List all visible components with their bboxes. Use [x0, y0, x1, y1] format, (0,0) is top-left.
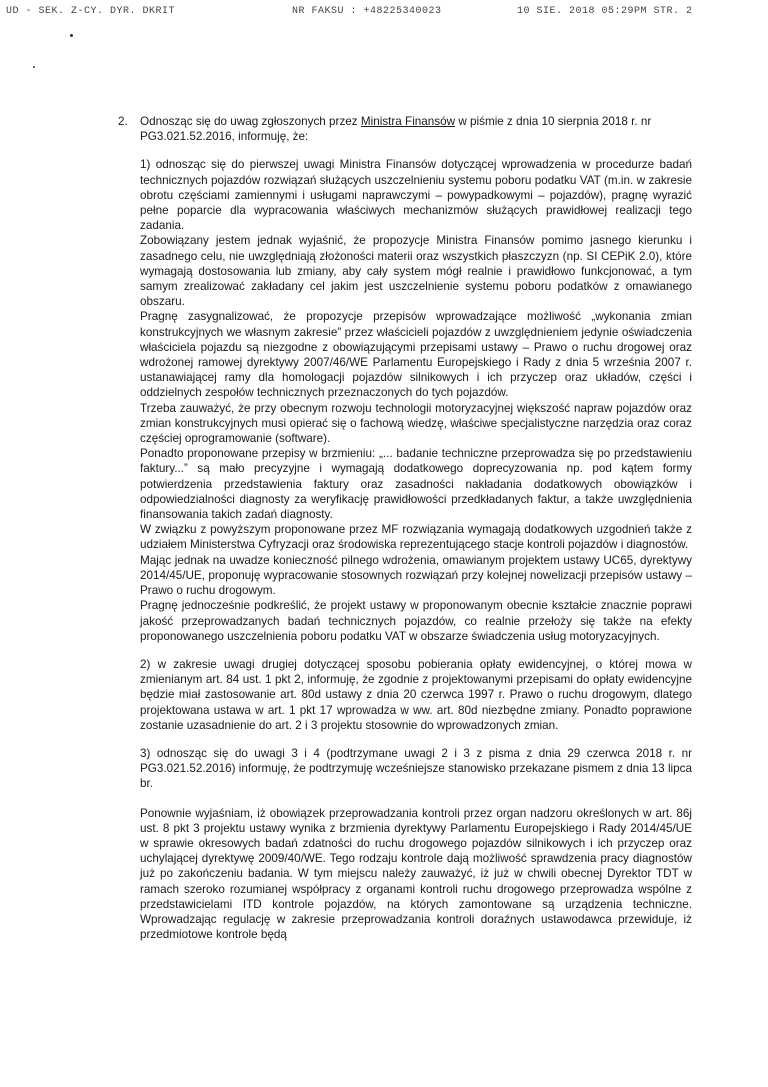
point-number: 2.: [118, 115, 128, 128]
paragraph: W związku z powyższym proponowane przez MF rozwiązania wymagają dodatkowych uzgodnień także z udziałem Ministerstwa Cyfryzacji oraz środowiska reprezentującego stacje kontroli pojazdów i diagnostów.: [140, 523, 692, 552]
point-2-lead: Odnosząc się do uwag zgłoszonych przez Ministra Finansów w piśmie z dnia 10 sierpnia 2018 r. nr PG3.021.52.2016, informuję, że:: [140, 115, 652, 144]
paragraph: Ponownie wyjaśniam, iż obowiązek przeprowadzania kontroli przez organ nadzoru określonych w art. 86j ust. 8 pkt 3 projektu ustawy wynika z brzmienia dyrektywy Parlamentu Europejskiego i Rady 2014/45/UE w sprawie okresowych badań zdatności do ruchu drogowego pojazdów silnikowych i ich przyczep oraz uchylającej dyrektywę 2009/40/WE. Tego rodzaju kontrole dają możliwość sprawdzenia pracy diagnostów już po zakończeniu badania. W tym miejscu należy zauważyć, iż już w chwili obecnej Dyrektor TDT w ramach szeroko rozumianej współpracy z organami kontroli ruchu drogowego przeprowadza wspólne z przedstawicielami ITD kontrole pojazdów, na których zamontowane są urządzenia techniczne. Wprowadzając regulację w zakresie przeprowadzania kontroli doraźnych ustawodawca przewiduje, iż przedmiotowe kontrole będą: [140, 806, 692, 942]
paragraph: Pragnę jednocześnie podkreślić, że projekt ustawy w proponowanym obecnie kształcie znacznie poprawi jakość przeprowadzanych badań technicznych pojazdów, co realnie przełoży się także na efekty proponowanego uszczelnienia poboru podatku VAT w obszarze świadczenia usług motoryzacyjnych.: [140, 599, 692, 643]
scan-speck: [33, 66, 35, 68]
point-2-paragraphs: [140, 157, 692, 942]
paragraph-remark-2: 2) w zakresie uwagi drugiej dotyczącej sposobu pobierania opłaty ewidencyjnej, o której mowa w zmienianym art. 84 ust. 1 pkt 2, informuję, że zgodnie z projektowanymi przepisami do opłaty ewidencyjne będzie miał zastosowanie art. 80d ustawy z dnia 20 czerwca 1997 r. Prawo o ruchu drogowym, dlatego projektowana ustawa w art. 1 pkt 17 wprowadza w ww. art. 80d niezbędne zmiany. Ponadto poprawione zostanie uzasadnienie do art. 2 i 3 projektu stosownie do wprowadzonych zmian.: [140, 657, 692, 732]
fax-header-number: NR FAKSU : +48225340023: [292, 6, 442, 17]
paragraph: Mając jednak na uwadze konieczność pilnego wdrożenia, omawianym projektem ustawy UC65, dyrektywy 2014/45/UE, proponuję wypracowanie stosownych rozwiązań przy kolejnej nowelizacji przepisów ustawy – Prawo o ruchu drogowym.: [140, 553, 692, 598]
letter-body: [118, 114, 692, 942]
point-2: [118, 114, 692, 144]
fax-header: [0, 2, 768, 22]
paragraph: Trzeba zauważyć, że przy obecnym rozwoju technologii motoryzacyjnej większość napraw pojazdów oraz zmian konstrukcyjnych musi opierać się o fachową wiedzę, właściwe specjalistyczne narzędzia oraz coraz częściej oprogramowanie (software).: [140, 401, 692, 446]
paragraph-remark-1: 1) odnosząc się do pierwszej uwagi Ministra Finansów dotyczącej wprowadzenia w procedurze badań technicznych pojazdów rozwiązań służących uszczelnieniu systemu poboru podatku VAT (m.in. w zakresie obrotu częściami zamiennymi i usługami naprawczymi – powypadkowymi – pojazdów), pragnę wyrazić pełne poparcie dla wypracowania właściwych mechanizmów służących prawidłowej realizacji tego zadania.: [140, 158, 692, 233]
point-2-content: [140, 114, 692, 144]
paragraph: Ponadto proponowane przepisy w brzmieniu: „... badanie techniczne przeprowadza się po przedstawieniu faktury...” są mało precyzyjne i wymagają dodatkowego doprecyzowania np. pod kątem formy potwierdzenia przedstawienia faktury oraz zasadności nakładania dodatkowych obowiązków i odpowiedzialności diagnosty za weryfikację prawidłowości przedkładanych faktur, a także uwzględnienia finansowania takich zadań diagnosty.: [140, 447, 692, 522]
ministry-name: Ministra Finansów: [360, 115, 456, 128]
scan-speck: [70, 34, 73, 37]
paragraph: Zobowiązany jestem jednak wyjaśnić, że propozycje Ministra Finansów pomimo jasnego kierunku i zasadnego celu, nie uwzględniają złożoności materii oraz wszystkich płaszczyzn (np. SI CEPiK 2.0), które wymagają dostosowania lub zmiany, aby cały system mógł realnie i prawidłowo funkcjonować, a tym samym zrealizować zakładany cel jakim jest uszczelnienie systemu poboru podatków z omawianego obszaru.: [140, 234, 692, 309]
paragraph: Pragnę zasygnalizować, że propozycje przepisów wprowadzające możliwość „wykonania zmian konstrukcyjnych we własnym zakresie” przez właścicieli pojazdów z uwzględnieniem jedynie oświadczenia właściciela pojazdu są niezgodne z obowiązującymi przepisami ustawy – Prawo o ruchu drogowej oraz wdrożonej ramowej dyrektywy 2007/46/WE Parlamentu Europejskiego i Rady z dnia 5 września 2007 r. ustanawiającej ramy dla homologacji pojazdów silnikowych i ich przyczep oraz układów, części i oddzielnych zespołów technicznych przeznaczonych do tych pojazdów.: [140, 310, 692, 400]
fax-header-sender: UD - SEK. Z-CY. DYR. DKRIT: [6, 6, 176, 17]
fax-header-datetime: 10 SIE. 2018 05:29PM STR. 2: [517, 6, 693, 17]
paragraph-remark-3: 3) odnosząc się do uwagi 3 i 4 (podtrzymane uwagi 2 i 3 z pisma z dnia 29 czerwca 2018 r. nr PG3.021.52.2016) informuję, że podtrzymuję wcześniejsze stanowisko przekazane pismem z dnia 13 lipca br.: [140, 746, 692, 791]
